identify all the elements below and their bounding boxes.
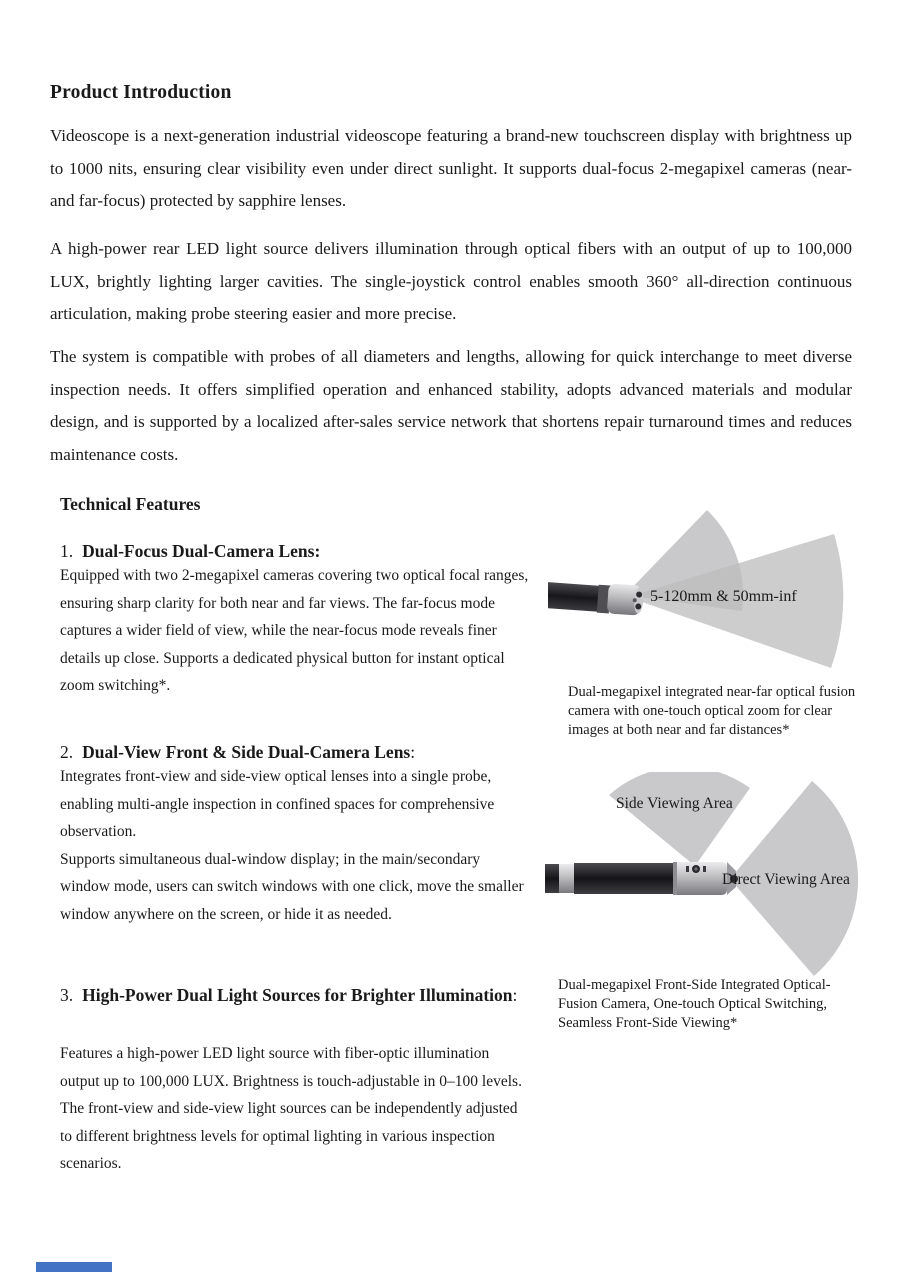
fig2-probe-knurled-body (574, 863, 676, 894)
fig2-side-led-left (686, 866, 689, 872)
fig2-head-ring (673, 862, 677, 895)
fig2-side-lens-glint (694, 867, 697, 870)
technical-features-heading: Technical Features (60, 494, 201, 514)
section-2-number: 2. (60, 742, 74, 762)
fig2-side-viewing-fan (609, 772, 750, 866)
section-2-paragraph-2: Supports simultaneous dual-window display; in the main/secondary window mode, users can switch windows with one click, move the smaller window anywhere on the screen, or hide it as needed. (60, 850, 524, 923)
fig2-direct-viewing-label: Direct Viewing Area (722, 871, 850, 888)
section-2-title-suffix: : (410, 742, 416, 762)
page-bottom-blue-bar (36, 1262, 112, 1272)
fig1-caption: Dual-megapixel integrated near-far optical fusion camera with one-touch optical zoom for clear images at both near and far distances* (568, 684, 856, 738)
section-3-title-suffix: : (512, 985, 518, 1005)
fig2-probe-metal-head (673, 862, 727, 895)
fig2-caption: Dual-megapixel Front-Side Integrated Optical-Fusion Camera, One-touch Optical Switching, Seamless Front-Side Viewing* (558, 977, 831, 1031)
section-1-body (60, 562, 532, 700)
fig1-probe-cable (548, 582, 603, 612)
section-2-paragraph-1: Integrates front-view and side-view optical lenses into a single probe, enabling multi-angle inspection in confined spaces for comprehensive observation. (60, 768, 495, 840)
intro-paragraph-1: Videoscope is a next-generation industrial videoscope featuring a brand-new touchscreen display with brightness up to 1000 nits, ensuring clear visibility even under direct sunlight. It supports dual-focus 2-megapixel cameras (near- and far-focus) protected by sapphire lenses. (50, 126, 852, 210)
fig2-side-led-right (703, 866, 706, 872)
fig2-probe-silver-band (559, 864, 576, 893)
page-title: Product Introduction (50, 82, 232, 103)
fig1-probe (548, 579, 644, 616)
section-3-paragraph-1: Features a high-power LED light source with fiber-optic illumination output up to 100,000 LUX. Brightness is touch-adjustable in 0–100 levels. (60, 1045, 522, 1090)
section-2-body (60, 763, 532, 928)
fig2-side-viewing-label: Side Viewing Area (616, 795, 733, 812)
section-3-body (60, 1040, 532, 1178)
intro-paragraph-2: A high-power rear LED light source delivers illumination through optical fibers with an output of up to 100,000 LUX, brightly lighting larger cavities. The single-joystick control enables smooth 360° all-direction continuous articulation, making probe steering easier and more precise. (50, 239, 852, 323)
fig2-probe (545, 862, 738, 895)
section-1-number: 1. (60, 541, 74, 561)
section-1-title: Dual-Focus Dual-Camera Lens: (82, 541, 321, 561)
intro-paragraph-3: The system is compatible with probes of all diameters and lengths, allowing for quick interchange to meet diverse inspection needs. It offers simplified operation and enhanced stability, adopts advanced materials and modular design, and is supported by a localized after-sales service network that shortens repair turnaround times and reduces maintenance costs. (50, 347, 852, 464)
section-1-paragraph-1: Equipped with two 2-megapixel cameras covering two optical focal ranges, ensuring sharp clarity for both near and far views. The far-focus mode captures a wider field of view, while the near-focus mode reveals finer details up close. Supports a dedicated physical button for instant optical zoom switching*. (60, 567, 529, 694)
section-2-title: Dual-View Front & Side Dual-Camera Lens (82, 742, 411, 762)
section-3-paragraph-2: The front-view and side-view light sources can be independently adjusted to different brightness levels for optimal lighting in various inspection scenarios. (60, 1100, 518, 1172)
section-3-number: 3. (60, 985, 74, 1005)
section-3-heading (60, 979, 520, 1011)
section-3-title: High-Power Dual Light Sources for Brighter Illumination (82, 985, 513, 1005)
fig1-focus-range-label: 5-120mm & 50mm-inf (650, 588, 797, 605)
